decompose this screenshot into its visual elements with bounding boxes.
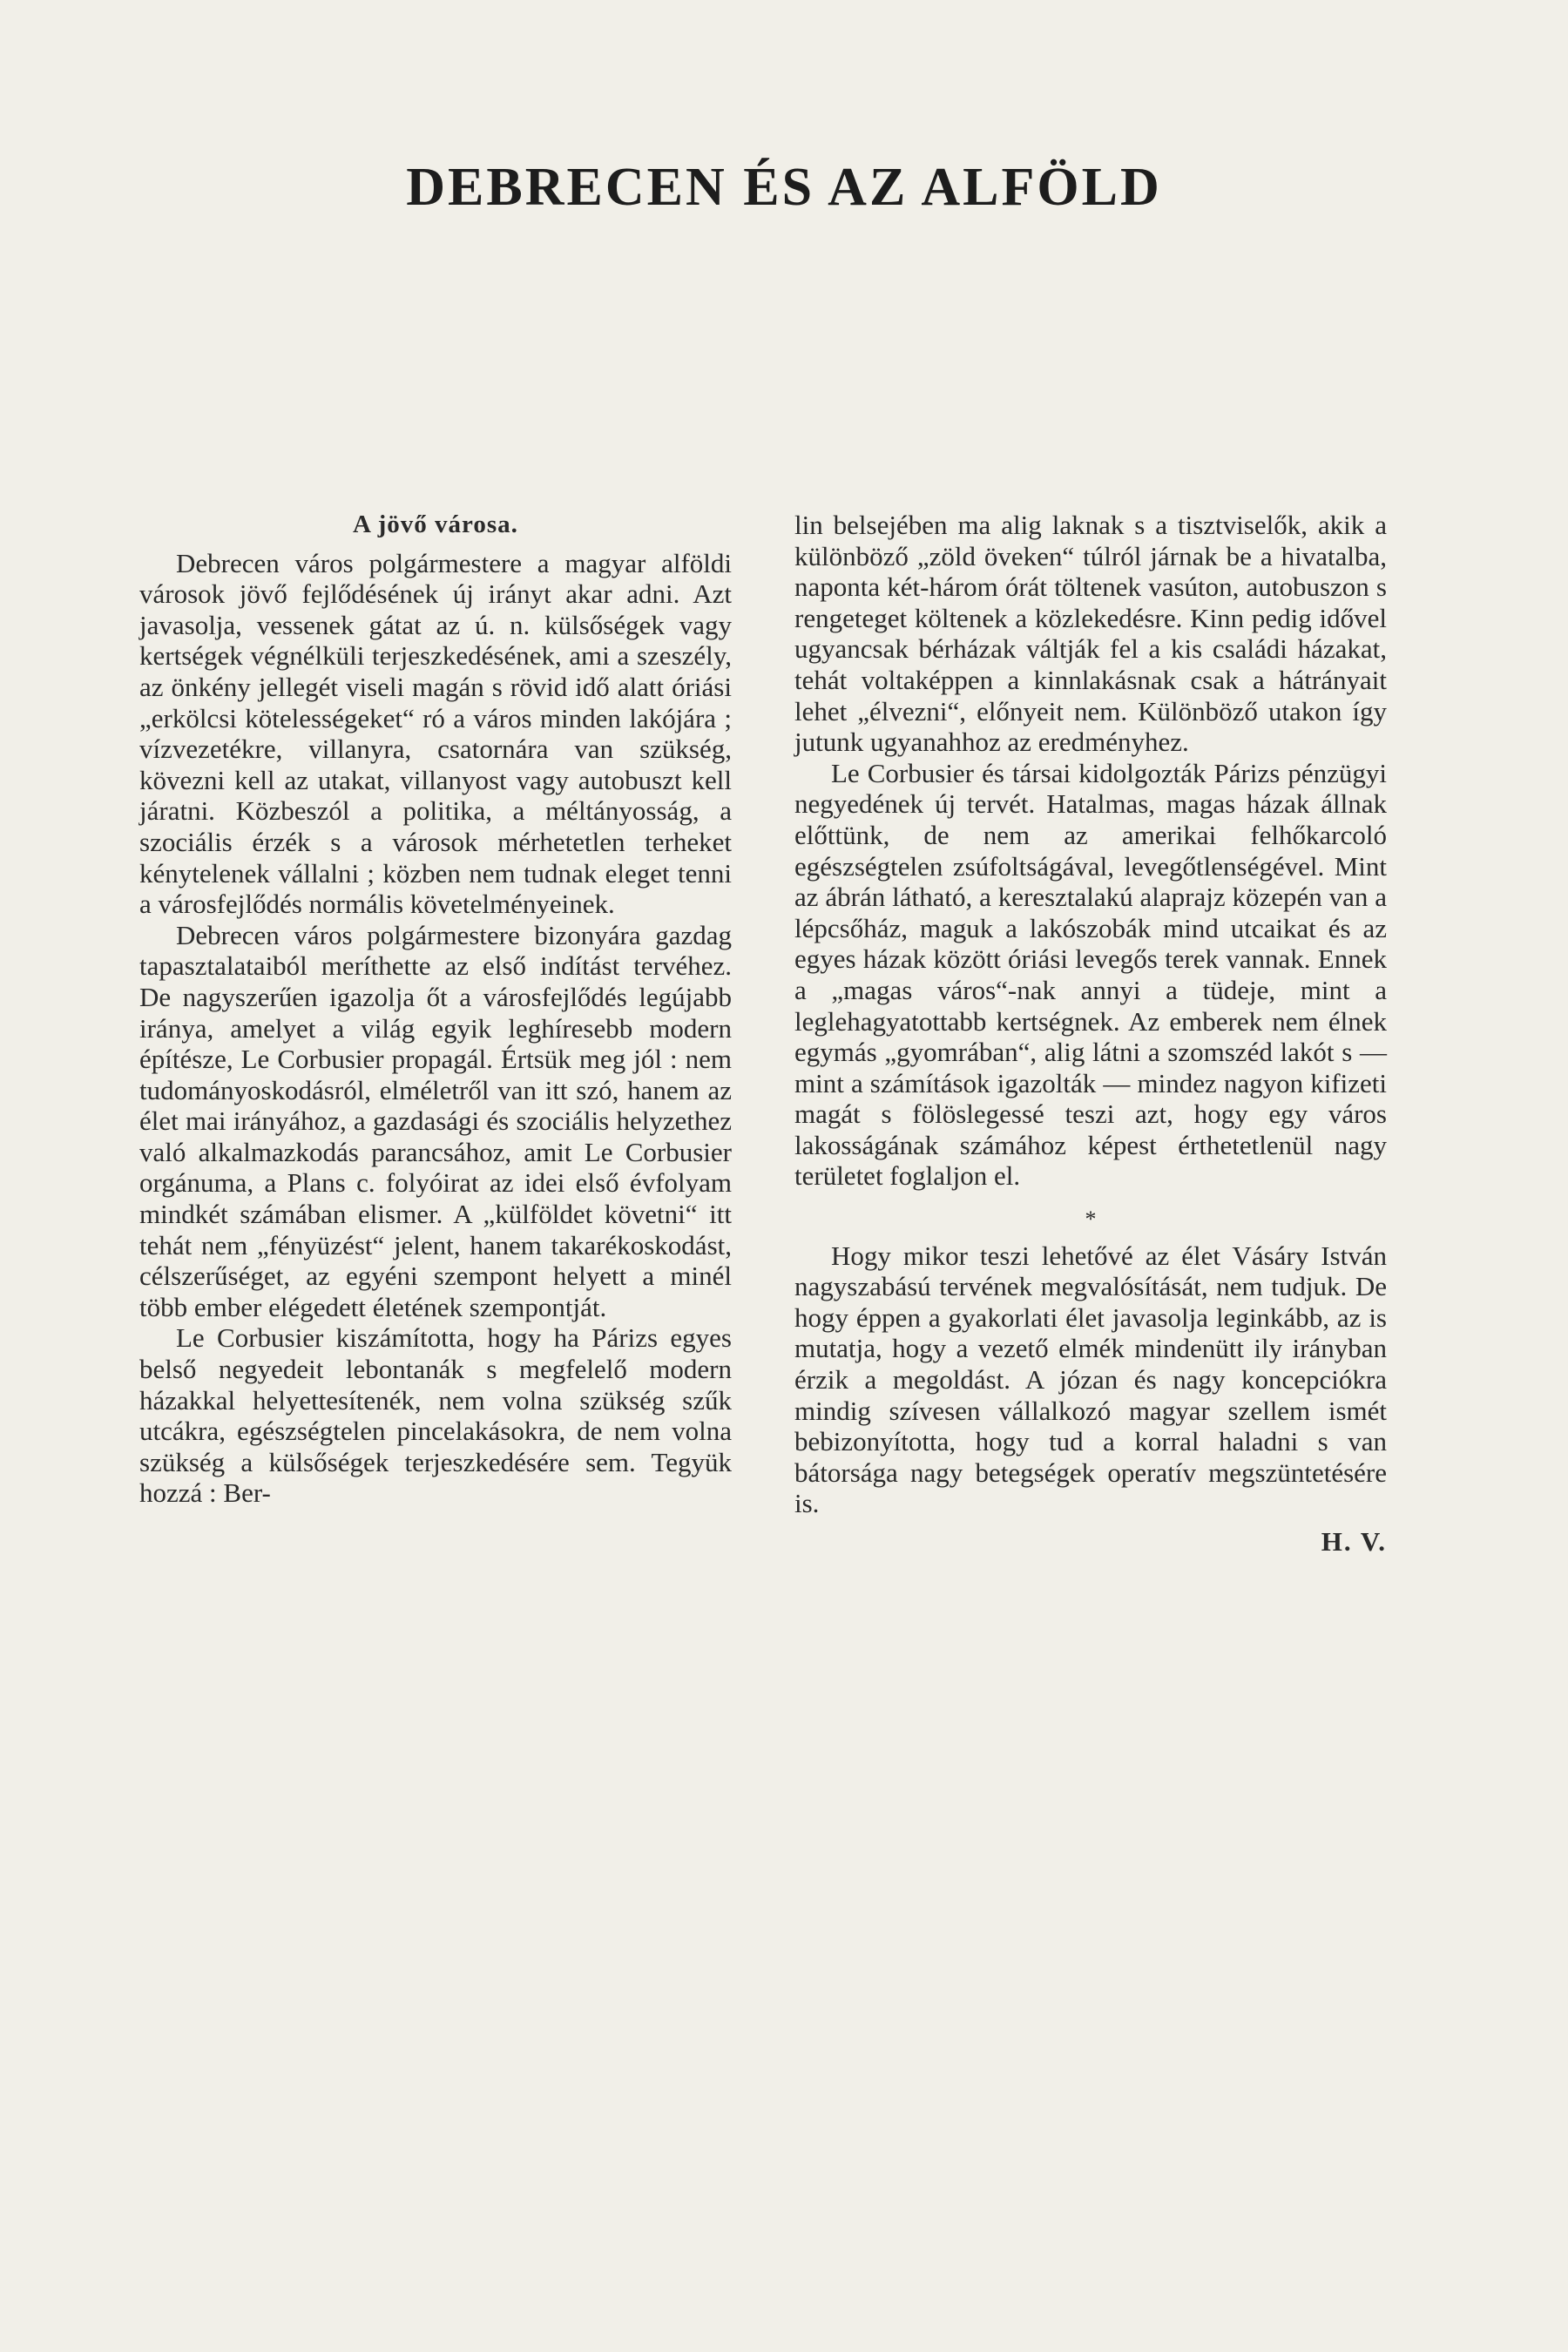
paragraph: lin belsejében ma alig laknak s a tisztviselők, akik a különböző „zöld öveken“ túlról járnak be a hivatalba, naponta két-három órát töltenek vasúton, autobuszon s rengeteget költenek a közlekedésre. Kinn pedig idővel ugyancsak bérházak váltják fel a kis családi házakat, tehát voltaképpen a kinnlakásnak csak a hátrányait lehet „élvezni“, előnyeit nem. Különböző utakon így jutunk ugyanahhoz az eredményhez.	[794, 510, 1387, 758]
section-separator: *	[1085, 1206, 1097, 1233]
paragraph: Le Corbusier kiszámította, hogy ha Párizs egyes belső negyedeit lebontanák s megfelelő modern házakkal helyettesítenék, nem volna szükség szűk utcákra, egészségtelen pincelakásokra, de nem volna szükség a külsőségek terjeszkedésére sem. Tegyük hozzá : Ber-	[139, 1322, 732, 1509]
right-column	[794, 510, 1387, 1558]
section-subheading: A jövő városa.	[353, 510, 518, 538]
paragraph: Hogy mikor teszi lehetővé az élet Vásáry István nagyszabású tervének megvalósítását, nem tudjuk. De hogy éppen a gyakorlati élet javasolja leginkább, az is mutatja, hogy a vezető elmék mindenütt ily irányban érzik a megoldást. A józan és nagy koncepciókra mindig szívesen vállalkozó magyar szellem ismét bebizonyította, hogy tud a korral haladni s van bátorsága nagy betegségek operatív megszüntetésére is.	[794, 1240, 1387, 1519]
left-column	[139, 510, 732, 1509]
author-signature: H. V.	[1321, 1526, 1387, 1557]
paragraph: Debrecen város polgármestere a magyar alföldi városok jövő fejlődésének új irányt akar adni. Azt javasolja, vessenek gátat az ú. n. külsőségek vagy kertségek végnélküli terjeszkedésének, ami a szeszély, az önkény jellegét viseli magán s rövid idő alatt óriási „erkölcsi kötelességeket“ ró a város minden lakójára ; vízvezetékre, villanyra, csatornára van szükség, kövezni kell az utakat, villanyost vagy autobuszt kell járatni. Közbeszól a politika, a méltányosság, a szociális érzék s a városok mérhetetlen terheket kénytelenek vállalni ; közben nem tudnak eleget tenni a városfejlődés normális követelményeinek.	[139, 547, 732, 920]
page-title: DEBRECEN ÉS AZ ALFÖLD	[406, 158, 1162, 217]
paragraph: Le Corbusier és társai kidolgozták Párizs pénzügyi negyedének új tervét. Hatalmas, magas házak állnak előttünk, de nem az amerikai felhőkarcoló egészségtelen zsúfoltságával, levegőtlenségével. Mint az ábrán látható, a keresztalakú alaprajz közepén van a lépcsőház, maguk a lakószobák mind utcaikat és az egyes házak között óriási levegős terek vannak. Ennek a „magas város“-nak annyi a tüdeje, mint a leglehagyatottabb kertségnek. Az emberek nem élnek egymás „gyomrában“, alig látni a szomszéd lakót s — mint a számítások igazolták — mindez nagyon kifizeti magát s fölöslegessé teszi azt, hogy egy város lakosságának számához képest érthetetlenül nagy területet foglaljon el.	[794, 757, 1387, 1192]
paragraph: Debrecen város polgármestere bizonyára gazdag tapasztalataiból meríthette az első indítást tervéhez. De nagyszerűen igazolja őt a városfejlődés legújabb iránya, amelyet a világ egyik leghíresebb modern építésze, Le Corbusier propagál. Értsük meg jól : nem tudományoskodásról, elméletről van itt szó, hanem az élet mai irányához, a gazdasági és szociális helyzethez való alkalmazkodás parancsához, amit Le Corbusier orgánuma, a Plans c. folyóirat az idei első évfolyam mindkét számában elismer. A „külföldet követni“ itt tehát nem „fényüzést“ jelent, hanem takarékoskodást, célszerűséget, az egyéni szempont helyett a minél több ember elégedett életének szempontját.	[139, 919, 732, 1322]
